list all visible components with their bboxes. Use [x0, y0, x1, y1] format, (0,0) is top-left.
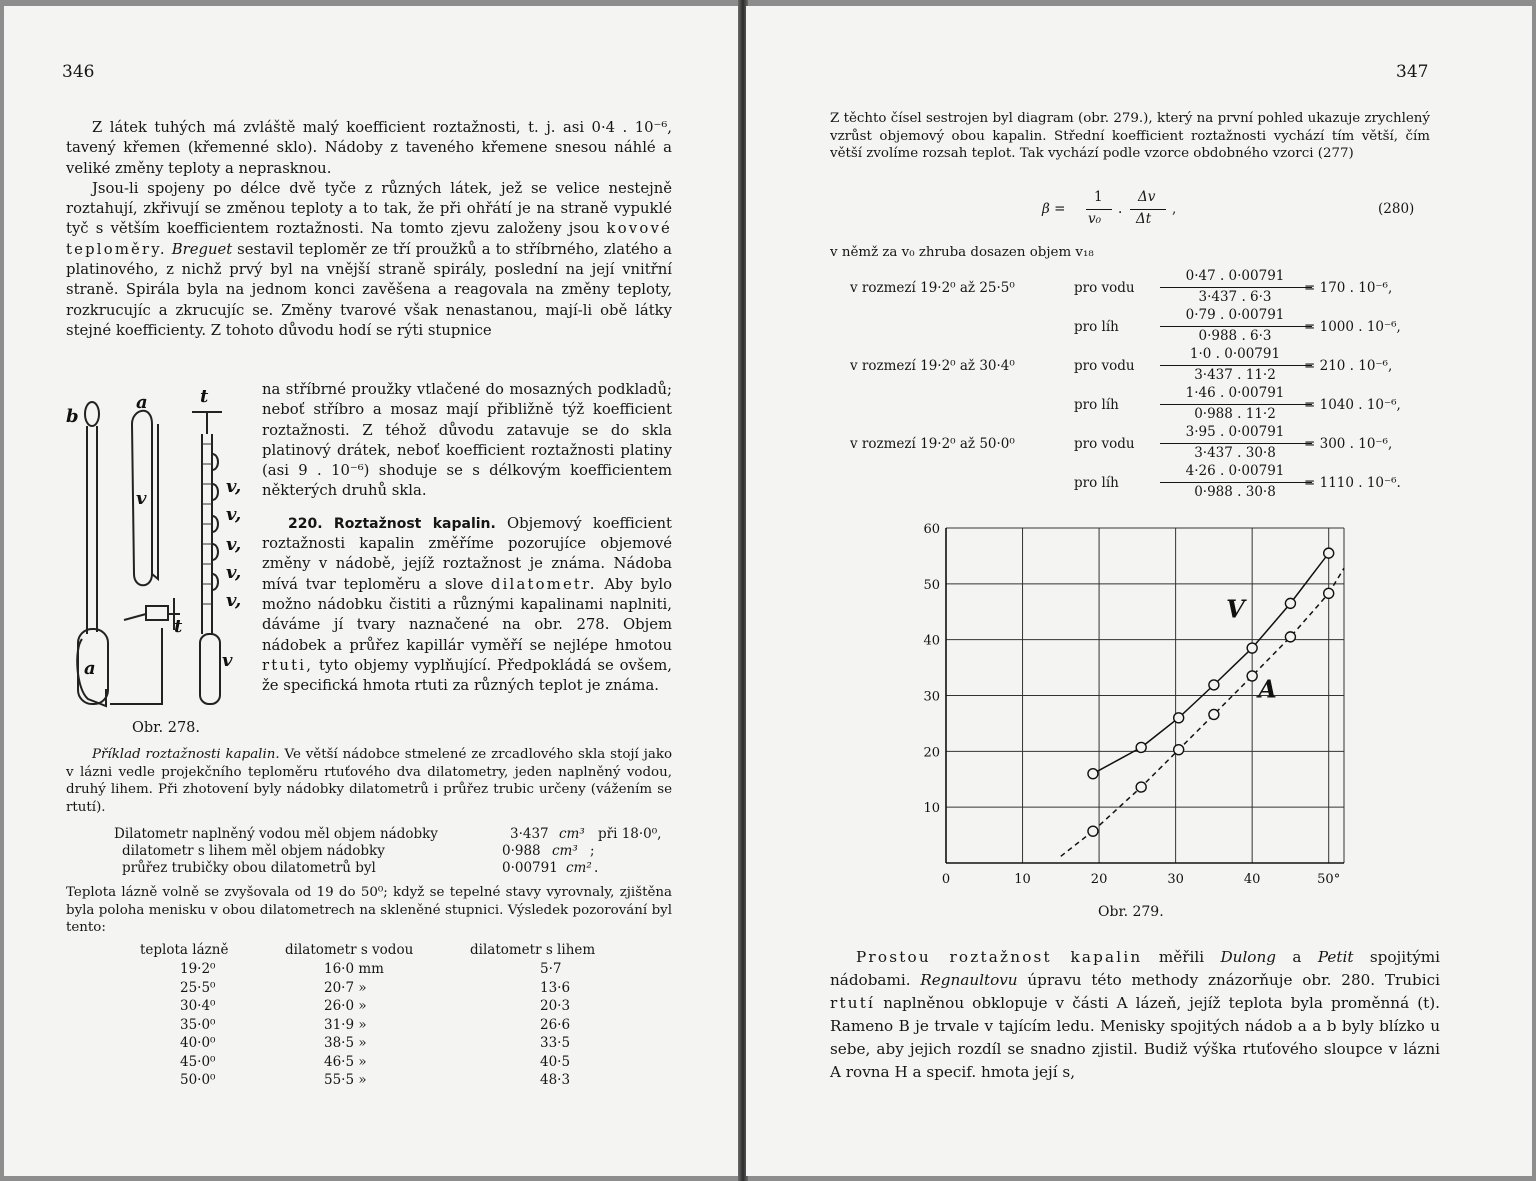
calc-numerator: 1·46 . 0·00791	[1185, 385, 1285, 401]
data-point-V	[1174, 713, 1184, 723]
table-cell: 16·0 mm	[324, 961, 384, 977]
table-cell: 20·3	[540, 998, 571, 1014]
data-point-A	[1174, 745, 1184, 755]
x-tick-label: 30	[1167, 872, 1184, 887]
label-t-side: t	[174, 616, 183, 637]
table-cell: 19·2⁰	[180, 961, 216, 977]
page-number-right: 347	[1396, 62, 1429, 82]
calc-numerator: 3·95 . 0·00791	[1185, 424, 1285, 440]
calc-range: v rozmezí 19·2⁰ až 25·5⁰	[850, 280, 1015, 296]
data-point-A	[1324, 588, 1334, 598]
calc-result: = 170 . 10⁻⁶,	[1304, 280, 1393, 296]
top-text	[66, 118, 672, 341]
label-a-top: a	[136, 392, 148, 413]
label-v3: v,	[226, 534, 242, 555]
fraction-bar	[1160, 365, 1312, 366]
data-point-A	[1136, 782, 1146, 792]
bottom-bulb-v	[200, 634, 220, 704]
label-b: b	[66, 406, 79, 427]
data-point-V	[1136, 742, 1146, 752]
connector-tube	[110, 628, 162, 704]
figure-279-chart	[916, 518, 1376, 908]
right-page	[746, 6, 1532, 1176]
table-cell: 30·4⁰	[180, 998, 216, 1014]
calc-result: = 1110 . 10⁻⁶.	[1304, 475, 1401, 491]
table-cell: 48·3	[540, 1072, 571, 1088]
calc-denominator: 0·988 . 30·8	[1194, 484, 1276, 500]
calc-row	[850, 424, 1450, 462]
calc-result: = 300 . 10⁻⁶,	[1304, 436, 1393, 452]
left-page	[4, 6, 740, 1176]
label-v-bottom: v	[222, 650, 233, 671]
label-t-top: t	[200, 386, 209, 407]
x-tick-label: 40	[1243, 872, 1261, 887]
label-a-reservoir: a	[84, 658, 96, 679]
table-cell: 38·5 »	[324, 1035, 367, 1051]
dilatometer-specs: Dilatometr naplněný vodou měl objem nádobky 3·437 cm³ při 18·0⁰, dilatometr s lihem měl objem nádobky 0·988 cm³ ; průřez trubičky obou dilatometrů byl 0·00791 cm² .	[114, 826, 662, 876]
example-title: Příklad roztažnosti kapalin.	[92, 747, 280, 762]
y-tick-label: 60	[923, 522, 940, 537]
calc-row	[850, 385, 1450, 423]
chart-grid	[946, 528, 1344, 863]
data-point-V	[1324, 548, 1334, 558]
fraction-bar	[1160, 326, 1312, 327]
y-tick-label: 40	[923, 633, 940, 649]
y-tick-label: 50	[923, 577, 940, 593]
data-point-A	[1088, 826, 1098, 836]
substitution-line: v němž za v₀ zhruba dosazen objem v₁₈	[830, 245, 1094, 260]
data-point-V	[1285, 598, 1295, 608]
x-tick-label: 10	[1014, 872, 1031, 887]
table-cell: 5·7	[540, 961, 562, 977]
observation-table: teplota lázně dilatometr s vodou dilatometr s lihem 19·2⁰ 16·0 mm 5·7 25·5⁰ 20·7 » 13·6 30·4⁰ 26·0 » 20·3 35·0⁰ 31·9 » 26·6 40·0⁰ 38·5 » 33·5 45·0⁰ 46·5 » 40·5 50·0⁰ 55·5 » 48·3	[140, 942, 596, 1088]
calc-numerator: 0·47 . 0·00791	[1185, 268, 1285, 284]
calc-row	[850, 307, 1450, 345]
chart-axes	[923, 522, 1344, 887]
calc-denominator: 3·437 . 11·2	[1194, 367, 1276, 383]
calc-liquid: pro líh	[1074, 319, 1119, 335]
figure-278-dilatometers	[62, 384, 262, 719]
calc-denominator: 3·437 . 30·8	[1194, 445, 1276, 461]
y-tick-label: 10	[923, 801, 940, 817]
series-label-V: V	[1226, 594, 1245, 624]
bath-paragraph: Teplota lázně volně se zvyšovala od 19 do 50⁰; když se tepelné stavy vyrovnaly, zjištěna byla poloha menisku v obou dilatometrech na skleněné stupnici. Výsledek pozorování byl tento:	[66, 885, 672, 935]
label-v1: v,	[226, 476, 242, 497]
data-point-V	[1247, 643, 1257, 653]
fraction-bar	[1160, 404, 1312, 405]
calc-liquid: pro vodu	[1074, 280, 1135, 296]
data-point-A	[1209, 709, 1219, 719]
fraction-bar	[1160, 443, 1312, 444]
table-cell: 20·7 »	[324, 979, 367, 996]
section-heading: 220. Roztažnost kapalin.	[288, 515, 496, 532]
label-v5: v,	[226, 590, 242, 611]
closing-paragraph: Prostou roztažnost kapalin měřili Dulong a Petit spojitými nádobami. Regnaultovu úpravu této methody znázorňuje obr. 280. Trubici rtutí naplněnou obklopuje v části A lázeň, jejíž teplota byla proměnná (t). Rameno B je trvale v tajícím ledu. Menisky spojitých nádob a a b byly blízko u sebe, aby jejich rozdíl se snadno zjistil. Budiž výška rtuťového sloupce v lázni A rovna H a specif. hmota její s,	[830, 948, 1441, 1081]
table-cell: 25·5⁰	[180, 979, 216, 996]
stopcock-t	[146, 606, 168, 620]
x-tick-label: 0	[941, 872, 951, 887]
table-cell: 13·6	[540, 979, 571, 996]
calc-liquid: pro líh	[1074, 397, 1119, 413]
calc-denominator: 0·988 . 6·3	[1198, 328, 1272, 344]
table-cell: 26·0 »	[324, 998, 367, 1014]
stopcock-handle	[124, 598, 180, 630]
example-text: Příklad roztažnosti kapalin. Ve větší nádobce stmelené ze zrcadlového skla stojí jako v lázni vedle projekčního teploměru rtuťového dva dilatometry, jeden naplněný vodou, druhý lihem. Při zhotovení byly nádobky dilatometrů i průřez trubic určeny (vážením se rtutí).	[66, 747, 673, 815]
table-cell: 31·9 »	[324, 1016, 367, 1033]
fraction-bar	[1160, 287, 1312, 288]
calc-range: v rozmezí 19·2⁰ až 30·4⁰	[850, 358, 1015, 374]
scale-ticks	[202, 444, 212, 604]
y-tick-label: 20	[923, 745, 940, 761]
figure-279-caption: Obr. 279.	[1098, 904, 1164, 920]
table-cell: 33·5	[540, 1035, 571, 1051]
label-v-left: v	[136, 488, 147, 509]
calc-result: = 1040 . 10⁻⁶,	[1304, 397, 1401, 413]
figure-278-caption: Obr. 278.	[132, 720, 201, 736]
calc-numerator: 1·0 . 0·00791	[1189, 346, 1281, 362]
coefficient-calculations	[850, 268, 1450, 508]
calc-range: v rozmezí 19·2⁰ až 50·0⁰	[850, 436, 1015, 452]
capillary-left	[87, 426, 97, 634]
table-cell: 55·5 »	[324, 1072, 367, 1088]
calc-denominator: 0·988 . 11·2	[1194, 406, 1276, 422]
calc-row	[850, 346, 1450, 384]
table-cell: 46·5 »	[324, 1053, 367, 1070]
chart-series	[1061, 548, 1344, 856]
calc-numerator: 4·26 . 0·00791	[1185, 463, 1285, 479]
series-label-A: A	[1258, 674, 1277, 704]
intro-paragraph: Z těchto čísel sestrojen byl diagram (obr. 279.), který na první pohled ukazuje zrychlený vzrůst objemový obou kapalin. Střední koefficient roztažnosti vychází tím větší, čím větší zvolíme rozsah teplot. Tak vychází podle vzorce obdobného vzorci (277)	[830, 111, 1430, 161]
table-cell: 45·0⁰	[180, 1053, 216, 1070]
page-number-left: 346	[62, 62, 95, 82]
x-tick-label: 50°	[1317, 872, 1341, 887]
paragraph-section-220: 220. Roztažnost kapalin. Objemový koefficient roztažnosti kapalin změříme pozorujíce objemové změny v nádobě, jejíž roztažnost je známa. Nádoba mívá tvar teploměru a slove dilatometr. Aby bylo možno nádobku čistiti a různými kapalinami naplniti, dáváme jí tvary naznačené na obr. 278. Objem nádobek a průřez kapillár vyměří se nejlépe hmotou rtuti, tyto objemy vyplňující. Předpokládá se ovšem, že specifická hmota rtuti za různých teplot je známa.	[262, 514, 672, 695]
calc-numerator: 0·79 . 0·00791	[1185, 307, 1285, 323]
table-cell: 26·6	[540, 1016, 571, 1033]
data-point-V	[1209, 680, 1219, 690]
calc-liquid: pro vodu	[1074, 358, 1135, 374]
calc-liquid: pro vodu	[1074, 436, 1135, 452]
table-cell: 40·0⁰	[180, 1035, 216, 1051]
calc-result: = 1000 . 10⁻⁶,	[1304, 319, 1401, 335]
paragraph-quartz: Z látek tuhých má zvláště malý koefficient roztažnosti, t. j. asi 0·4 . 10⁻⁶, tavený křemen (křemenné sklo). Nádoby z taveného křemene snesou náhlé a veliké změny teploty a neprasknou.	[66, 119, 672, 177]
paragraph-bimetal: Jsou-li spojeny po délce dvě tyče z různých látek, jež se velice nestejně roztahují, zkřivují se změnou teploty a to tak, že při ohřátí je na straně vypuklé tyč s větším koefficientem roztažnosti. Na tomto zjevu založeny jsou kovové teploměry. Breguet sestavil teploměr ze tří proužků a to stříbrného, zlatého a platinového, z nichž prvý byl na vnější straně spirály, poslední na její vnitřní straně. Spirála byla na jednom konci zavěšena a reagovala na změny teploty, rozkrucujíc a zkrucujíc se. Změny tvarové však nenastanou, mají-li obě látky stejné koefficienty. Z tohoto důvodu hodí se rýti stupnice	[66, 179, 672, 339]
series-line-V	[1093, 553, 1329, 774]
bulb-b	[85, 402, 99, 426]
table-cell: 40·5	[540, 1053, 571, 1070]
paragraph-engraving: na stříbrné proužky vtlačené do mosazných podkladů; neboť stříbro a mosaz mají přibližně týž koefficient roztažnosti. Z téhož důvodu zatavuje se do skla platinový drátek, neboť koefficient roztažnosti platiny (asi 9 . 10⁻⁶) shoduje se s délkovým koefficientem některých druhů skla.	[262, 381, 672, 500]
calc-denominator: 3·437 . 6·3	[1198, 289, 1272, 305]
data-point-A	[1247, 671, 1257, 681]
calc-result: = 210 . 10⁻⁶,	[1304, 358, 1393, 374]
formula-280: β = 1 v₀ . Δv Δt , (280)	[1042, 189, 1415, 227]
calc-row	[850, 268, 1450, 306]
table-cell: 35·0⁰	[180, 1016, 216, 1033]
fraction-bar	[1160, 482, 1312, 483]
data-point-A	[1285, 632, 1295, 642]
top-t-bar	[192, 412, 222, 434]
data-point-V	[1088, 769, 1098, 779]
x-tick-label: 20	[1090, 872, 1108, 887]
label-v2: v,	[226, 504, 242, 525]
calc-row	[850, 463, 1450, 501]
wrap-text	[262, 380, 672, 696]
label-v4: v,	[226, 562, 242, 583]
table-cell: 50·0⁰	[180, 1072, 216, 1088]
calc-liquid: pro líh	[1074, 475, 1119, 491]
series-extension-A	[1061, 831, 1093, 856]
y-tick-label: 30	[923, 689, 940, 705]
